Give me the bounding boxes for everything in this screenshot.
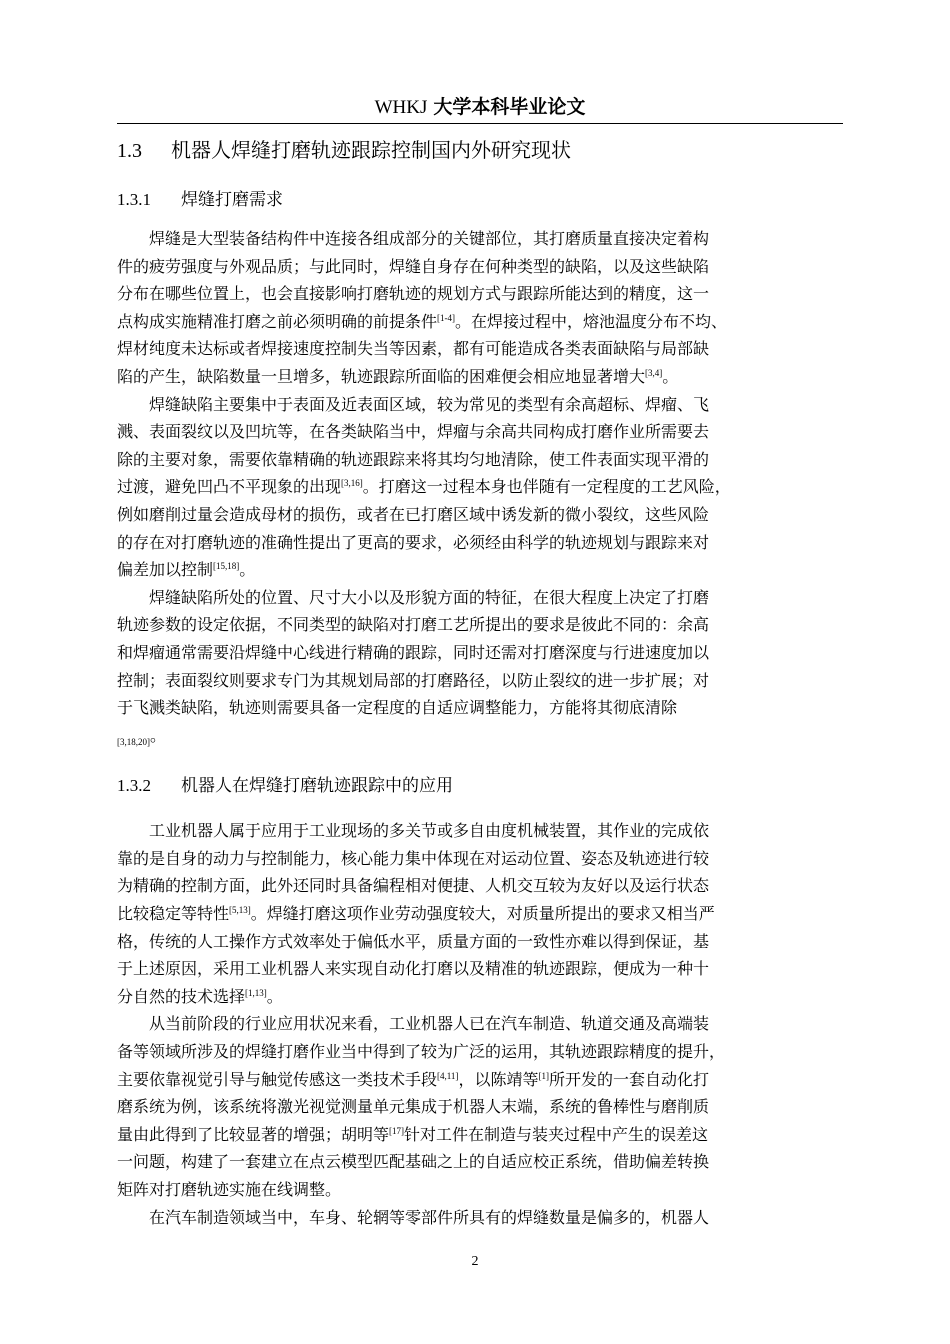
page-content <box>117 128 843 1231</box>
section-number: 1.3 <box>117 140 142 162</box>
citation: [1,13] <box>245 987 267 998</box>
citation: [3,18,20] <box>117 736 150 747</box>
citation: [1-4] <box>437 312 456 323</box>
paragraph: 工业机器人属于应用于工业现场的多关节或多自由度机械装置，其作业的完成依 靠的是自身的动力与控制能力，核心能力集中体现在对运动位置、姿态及轨迹进行较 为精确的控制方面，此外还同时具备编程相对便捷、人机交互较为友好以及运行状态 比较稳定等特性[5,13]。焊缝打磨这项作业劳动强度较大，对质量所提出的要求又相当严 格，传统的人工操作方式效率处于偏低水平，质量方面的一致性亦难以得到保证，基 于上述原因，采用工业机器人来实现自动化打磨以及精准的轨迹跟踪，便成为一种十 分自然的技术选择[1,13]。 <box>117 821 715 1006</box>
subsection-title-2: 机器人在焊缝打磨轨迹跟踪中的应用 <box>181 776 453 797</box>
section-title: 机器人焊缝打磨轨迹跟踪控制国内外研究现状 <box>171 138 571 162</box>
page-number: 2 <box>471 1254 479 1269</box>
paragraph: 焊缝缺陷主要集中于表面及近表面区域，较为常见的类型有余高超标、焊瘤、飞 溅、表面裂纹以及凹坑等，在各类缺陷当中，焊瘤与余高共同构成打磨作业所需要去 除的主要对象，需要依靠精确的轨迹跟踪来将其均匀地清除，使工件表面实现平滑的 过渡，避免凹凸不平现象的出现[3,16]。打磨这一过程本身也伴随有一定程度的工艺风险， 例如磨削过量会造成母材的损伤，或者在已打磨区域中诱发新的微小裂纹，这些风险 的存在对打磨轨迹的准确性提出了更高的要求，必须经由科学的轨迹规划与跟踪来对 偏差加以控制[15,18]。 <box>117 394 731 580</box>
subsection-heading-2 <box>117 769 843 803</box>
subsection-number-2: 1.3.2 <box>117 776 151 796</box>
header-latin: WHKJ <box>374 97 428 118</box>
paragraph: 在汽车制造领域当中，车身、轮辋等零部件所具有的焊缝数量是偏多的，机器人 <box>149 1207 710 1227</box>
page-header <box>117 92 843 124</box>
subsection-heading-1 <box>117 183 843 217</box>
citation: [5,13] <box>229 905 251 916</box>
paragraph: 焊缝是大型装备结构件中连接各组成部分的关键部位，其打磨质量直接决定着构 件的疲劳强度与外观品质；与此同时，焊缝自身存在何种类型的缺陷，以及这些缺陷 分布在哪些位置上，也会直接影响打磨轨迹的规划方式与跟踪所能达到的精度，这一 点构成实施精准打磨之前必须明确的前提条件[1-4]。在焊接过程中，熔池温度分布不均、 焊材纯度未达标或者焊接速度控制失当等因素，都有可能造成各类表面缺陷与局部缺 陷的产生，缺陷数量一旦增多，轨迹跟踪所面临的困难便会相应地显著增大[3,4]。 <box>117 229 728 386</box>
paragraph: 从当前阶段的行业应用状况来看，工业机器人已在汽车制造、轨道交通及高端装 备等领域所涉及的焊缝打磨作业当中得到了较为广泛的运用，其轨迹跟踪精度的提升， 主要依靠视觉引导与触觉传感这一类技术手段[4,11]，以陈靖等[1]所开发的一套自动化打 磨系统为例，该系统将激光视觉测量单元集成于机器人末端，系统的鲁棒性与磨削质 量由此得到了比较显著的增强；胡明等[17]针对工件在制造与装夹过程中产生的误差这 一问题，构建了一套建立在点云模型匹配基础之上的自适应校正系统，借助偏差转换 矩阵对打磨轨迹实施在线调整。 <box>117 1014 726 1199</box>
header-title: 大学本科毕业论文 <box>433 96 586 118</box>
citation: [17] <box>389 1125 405 1136</box>
subsection-title-1: 焊缝打磨需求 <box>181 190 283 210</box>
citation: [15,18] <box>213 561 240 572</box>
citation: [4,11] <box>437 1070 459 1081</box>
paragraph: 焊缝缺陷所处的位置、尺寸大小以及形貌方面的特征，在很大程度上决定了打磨 轨迹参数的设定依据，不同类型的缺陷对打磨工艺所提出的要求是彼此不同的：余高 和焊瘤通常需要沿焊缝中心线进行精确的跟踪，同时还需对打磨深度与行进速度加以 控制；表面裂纹则要求专门为其规划局部的打磨路径，以防止裂纹的进一步扩展；对 于飞溅类缺陷，轨迹则需要具备一定程度的自适应调整能力，方能将其彻底清除 $_{[3,18,20]}$。 <box>117 587 710 747</box>
citation: [3,16] <box>341 478 363 489</box>
section-heading <box>117 130 843 171</box>
citation: [1] <box>538 1070 549 1081</box>
citation: [3,4] <box>645 367 663 378</box>
subsection-number-1: 1.3.1 <box>117 190 151 209</box>
